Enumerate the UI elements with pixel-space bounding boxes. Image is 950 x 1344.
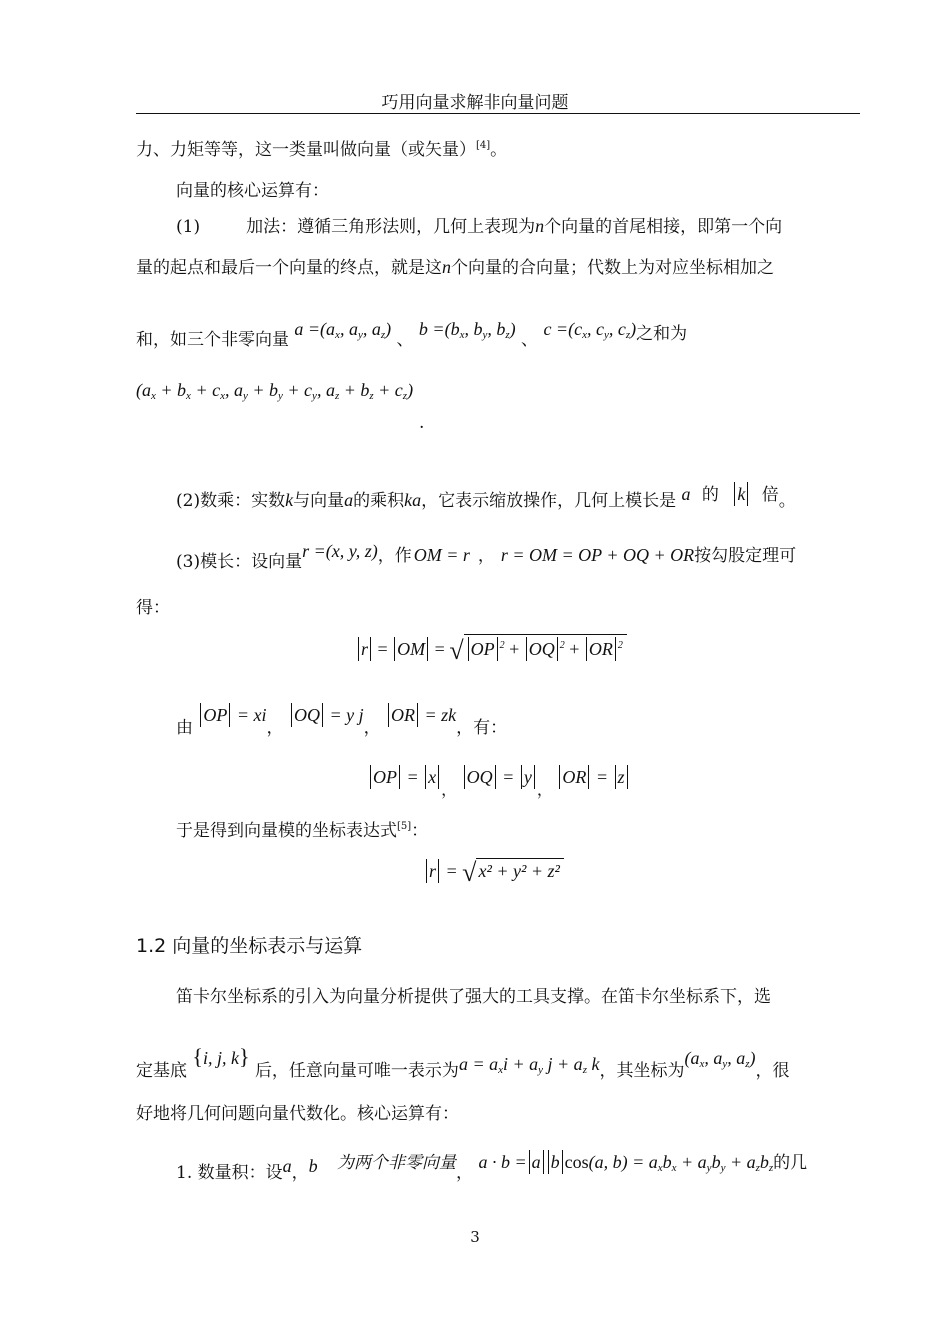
item-2: (2)数乘：实数k与向量a的乘积ka，它表示缩放操作，几何上模长是 a 的 k 倍。 — [176, 484, 796, 511]
basis-set: {i, j, k} — [192, 1044, 250, 1069]
page-number: 3 — [470, 1228, 480, 1246]
item-dot-product: 1. 数量积：设a，b 为两个非零向量， a · b = a b cos(a, $b) = a_xb_x + a_yb_y + a_zb_z$的几 — [176, 1152, 808, 1183]
paragraph-4-line-1: 笛卡尔坐标系的引入为向量分析提供了强大的工具支撑。在笛卡尔坐标系下，选 — [176, 987, 771, 1007]
item-1-line-3: 和，如三个非零向量 $a =(a_x$, $a_y$, $a_z$) 、 $b =(b_x$, $b_y$, $b_z$) 、 $c =(c_x$, $c_y$, $c_z$)之和为 — [136, 319, 688, 350]
section-heading: 1.2 向量的坐标表示与运算 — [136, 935, 363, 957]
item-1-line-2: 量的起点和最后一个向量的终点，就是这n个向量的合向量；代数上为对应坐标相加之 — [136, 257, 774, 278]
paragraph-4-line-2: 定基底 {i, j, k} 后，任意向量可唯一表示为$a = a_xi + a_y$ $j + a_z$ k，其坐标为($a_x$, $a_y$, $a_z$)，很 — [136, 1044, 790, 1081]
paragraph-4-line-3: 好地将几何问题向量代数化。核心运算有： — [136, 1104, 459, 1124]
abs-k: k — [732, 485, 750, 505]
sum-expression: ($a_x + b_x + c_x$, $a_y + b_y + c_y$, $a_z + b_z + c_z$) — [136, 380, 414, 402]
paragraph-2: 向量的核心运算有： — [176, 181, 329, 201]
item-3-line-2: 得： — [136, 598, 170, 618]
coordinates: ($a_x$, $a_y$, $a_z$) — [684, 1048, 756, 1070]
paragraph-1: 力、力矩等等，这一类量叫做向量（或矢量）[4]。 — [136, 140, 508, 160]
formula-modulus-coords: r = √ x² + y² + z² — [424, 858, 564, 888]
formula-magnitude: r = OM = √ OP $^2$ + OQ $^2$ + OR $^2$ — [356, 634, 627, 666]
header-title: 巧用向量求解非向量问题 — [381, 93, 569, 113]
header-rule — [136, 113, 860, 114]
sum-period: . — [419, 413, 425, 433]
item-1-line-1: (1) 加法：遵循三角形法则，几何上表现为n个向量的首尾相接，即第一个向 — [176, 216, 783, 237]
running-header — [0, 92, 950, 114]
item-3-line-1: (3)模长：设向量r =(x, y, z)，作 OM = r ， r = OM = OP + OQ + OR按勾股定理可 — [176, 541, 797, 572]
vector-expansion: $a = a_xi + a_y$ $j + a_z$ k — [458, 1054, 600, 1076]
paragraph-3: 于是得到向量模的坐标表达式[5]： — [176, 821, 429, 841]
vector-a-def: $a =(a_x$, $a_y$, $a_z$) — [294, 319, 392, 341]
dot-product-formula: a · b = a b cos(a, $b) = a_xb_x + a_yb_y + a_zb_z$ — [478, 1152, 774, 1174]
vector-b-def: $b =(b_x$, $b_y$, $b_z$) — [418, 319, 516, 341]
vector-c-def: $c =(c_x$, $c_y$, $c_z$) — [543, 319, 637, 341]
formula-components: OP = x， OQ = y， OR = z — [368, 765, 630, 800]
paragraph-by: 由 OP = xi， OQ = y j， OR = zk，有： — [176, 705, 508, 738]
